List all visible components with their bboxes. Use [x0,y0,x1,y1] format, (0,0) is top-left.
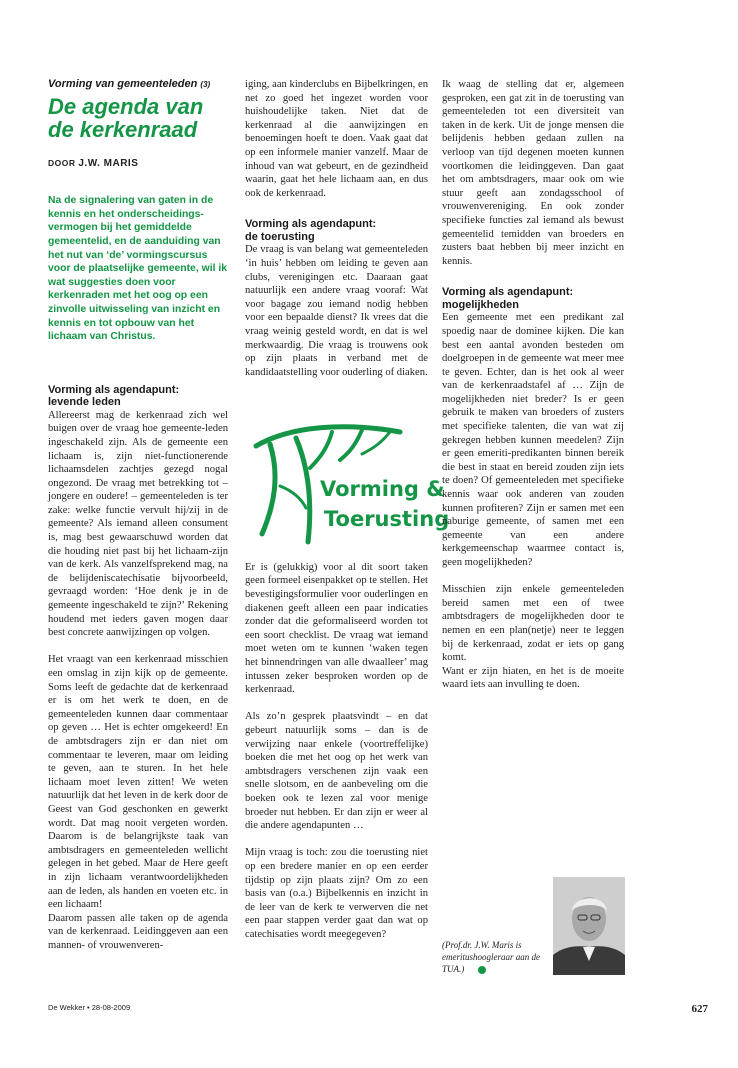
body-paragraph: Allereerst mag de kerkenraad zich wel buigen over de vraag hoe gemeente-leden ingeschakeld zijn. Als de gemeente een lichaam is, zijn niet-functionerende lichaamsdelen zachtjes gezegd nogal ongezond. De vraag met betrekking tot – jongere en oudere! – gemeenteleden is ter zake: welke functie vervult hij/zij in de gemeente? Als iemand alleen consument is, mag best gewaarschuwd worden dat die houding niet past bij het lichaam-zijn van de kerk. Als vanzelfsprekend mag, na de belijdeniscatechisatie bijvoorbeeld, gevraagd worden: ‘Hoe denk je in de gemeente ingeschakeld te zijn?’ Rekening houdend met ieders gaven mogen daar best concrete aanwijzingen op volgen. [48,409,228,639]
body-paragraph: iging, aan kinderclubs en Bijbelkringen, en net zo goed het ingezet worden voor huishoudelijke taken. Niet dat de kerkenraad al die aanwijzingen en benoemingen hoeft te doen. Vaak gaat dat op een informele manier vanzelf. Maar de inhoud van wat gebeurt, en de gezindheid waarin, gaat het hele lichaam aan, en dus ook de kerkenraad. [245,79,428,199]
lead-paragraph: Na de signalering van gaten in de kennis en het onderscheidings-vermogen bij het gemiddelde gemeentelid, en de aanduiding van het nut van ‘de’ vormingscursus voor de plaatselijke gemeente, wil ik wat suggesties doen voor kerkenraden met het oog op een zinvolle uitwisseling van inzicht en kennis en tot opbouw van het lichaam van Christus. [48,195,228,343]
end-mark-icon [478,966,486,974]
footer-publication: De Wekker • 28-08-2009 [48,1003,131,1012]
body-paragraph: Ik waag de stelling dat er, algemeen gesproken, een gat zit in de toerusting van gemeenteleden tot een diversiteit van taken in de kerk. Uit de jonge mensen die belijdenis hebben gedaan zullen na verloop van tijd degenen moeten kunnen voortkomen die leidinggeven. Dan gaat het om ambtsdragers, maar ook om wie stuur geeft aan zondagsschool of vrouwenvereniging. En ook zonder specifieke functies zal iemand als bewust gemeentelid temidden van broeders en zusters baat hebben bij meer inzicht en kennis. [442,79,624,267]
logo-text-vorming: Vorming & [320,477,445,501]
author-caption: (Prof.dr. J.W. Maris is emeritushoogleraar aan de TUA.) [442,940,540,974]
author-photo [553,877,625,975]
page-number: 627 [691,1003,708,1015]
body-paragraph: Mijn vraag is toch: zou die toerusting niet op een bredere manier en op een eerder tijdstip op zijn plaats zijn? Om zo een basis van (o.a.) Bijbelkennis en inzicht in de leer van de kerk te verwerven die net een paar stappen verder gaat dan wat op catechisaties wordt meegegeven? [245,847,428,940]
section-heading-toerusting: Vorming als agendapunt: de toerusting [245,218,377,243]
body-paragraph: Er is (gelukkig) voor al dit soort taken geen formeel eisenpakket op te stellen. Het bevestigingsformulier voor ouderlingen en diakenen geeft alleen een paar indicaties zonder dat die geformaliseerd worden tot een soort checklist. De vraag wat iemand moet weten om te kunnen ‘waken tegen het binnendringen van alle dwaalleer’ mag intussen zeker besproken worden op de kerkenraad. [245,561,428,696]
section-heading-levende-leden: Vorming als agendapunt: levende leden [48,383,180,409]
column-1 [48,78,228,966]
section-heading-mogelijkheden: Vorming als agendapunt: mogelijkheden [442,286,574,311]
body-paragraph: Een gemeente met een predikant zal spoedig naar de dominee kijken. Die kan best een aantal avonden besteden om doelgroepen in de gemeente wat meer mee te geven. Echter, dan is het ook al weer van de kerkenraadstafel af … Zijn de mogelijkheden niet breder? Is er geen gebruik te maken van broeders of zusters met specifieke talenten, die van wat zij gekregen hebben kunnen meedelen? Zijn er geen emeriti-predikanten binnen bereik die best in staat en bereid zouden zijn iets te doen? Of gemeenteleden met specifieke kennis waar ook anderen van zouden kunnen profiteren? Zijn er samen met een naburige gemeente, of samen met een gemeente van een andere kerkgemeenschap waarmee contact is, geen mogelijkheden? [442,312,624,568]
body-paragraph: Als zo’n gesprek plaatsvindt – en dat gebeurt natuurlijk soms – dan is de verwijzing naar enkele (voortreffelijke) boeken die met het oog op het werk van ambtsdragers verschenen zijn vaak een snelle slotsom, en de aanbeveling om die boeken ook te lezen zal voor menige broeder nut hebben. Er dan zijn er weer al die andere agendapunten … [245,711,428,832]
series-title: Vorming van gemeenteleden (3) [48,78,211,90]
article-title: De agenda van de kerkenraad [48,93,204,142]
vorming-toerusting-logo [250,416,450,546]
body-paragraph: De vraag is van belang wat gemeenteleden ‘in huis’ hebben om leiding te geven aan clubs, verenigingen etc. Daaraan gaat natuurlijk een andere vraag vooraf: Wat voor bagage zou iemand nodig hebben voor een bepaalde dienst? Ik vrees dat die vraag weinig gesteld wordt, en dat is wel merkwaardig. Die vraag is trouwens ook op zijn plaats in verband met de kandidaatstelling voor ouderling of diaken. [245,244,428,378]
body-paragraph: Het vraagt van een kerkenraad misschien een omslag in zijn kijk op de gemeente. Soms leeft de gedachte dat de kerkenraad er is om het werk te doen, en de gemeenteleden kunnen daar commentaar op geven … Het is echter omgekeerd! En de ambtsdragers zijn er dan niet om commentaar te leveren, maar om leiding te geven, aan te sturen. In het hele lichaam moet leven zitten! We weten natuurlijk dat het leven in de kerk door de Geest van God geschonken en gewerkt wordt. Dat mag nooit vergeten worden. Daarom is de belangrijkste taak van ambtsdragers en gemeenteleden wellicht gelegen in het gebed. Maar de Here geeft in zijn lichaam verantwoordelijkheden aan de leden, als handen en voeten etc. in een lichaam! [48,654,228,911]
body-paragraph: Daarom passen alle taken op de agenda van de kerkenraad. Leidinggeven aan een mannen- of vrouwenveren- [48,912,228,951]
body-paragraph: Want er zijn hiaten, en het is de moeite waard iets aan invulling te doen. [442,665,624,691]
column-3 [442,78,624,706]
logo-text-toerusting: Toerusting [324,507,450,531]
byline: DOOR J.W. MARIS [48,157,139,169]
body-paragraph: Misschien zijn enkele gemeenteleden bereid samen met een of twee ambtsdragers de mogelijkheden door te nemen en een plan(netje) neer te leggen bij de kerkenraad, zodat er iets op gang komt. [442,584,624,664]
